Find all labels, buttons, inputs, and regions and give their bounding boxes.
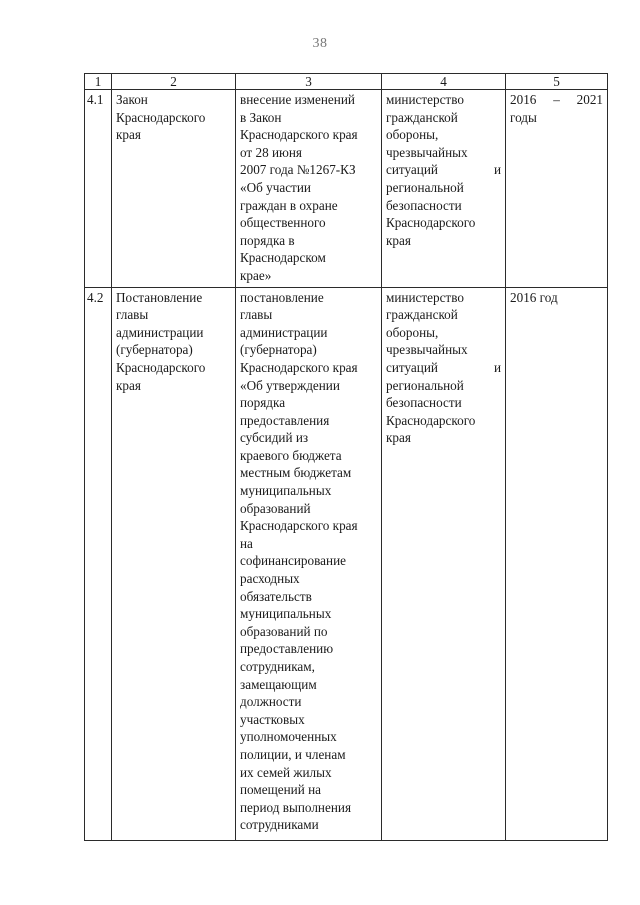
row-number: 4.1 xyxy=(85,90,112,288)
period-unit: годы xyxy=(510,109,537,125)
row-number: 4.2 xyxy=(85,287,112,840)
executor-rest: региональной безопасности Краснодарского края xyxy=(386,179,476,248)
executor-rest: региональной безопасности Краснодарского края xyxy=(386,377,476,446)
executor-line: обороны, xyxy=(386,324,439,340)
executor-line: чрезвычайных xyxy=(386,342,468,358)
executor-line: обороны, xyxy=(386,127,439,143)
table-row xyxy=(85,90,608,288)
executor-line: министерство xyxy=(386,92,464,107)
responsible-executor xyxy=(382,287,506,840)
document-content: внесение изменений в Закон Краснодарского края от 28 июня 2007 года №1267-КЗ «Об участии граждан в охране общественного порядка в Краснодарском крае» xyxy=(236,90,382,288)
period-dash: – xyxy=(553,92,560,107)
executor-line: гражданской xyxy=(386,109,458,125)
executor-line: ситуаций xyxy=(386,359,438,375)
header-cell-1: 1 xyxy=(85,74,112,90)
responsible-executor xyxy=(382,90,506,288)
implementation-period xyxy=(506,90,608,288)
period-end: 2021 xyxy=(576,92,603,107)
period-start: 2016 xyxy=(510,92,537,107)
executor-line: министерство xyxy=(386,289,464,305)
executor-line: чрезвычайных xyxy=(386,144,468,160)
executor-conjunction: и xyxy=(493,359,501,375)
executor-line: ситуаций xyxy=(386,162,438,178)
measures-table xyxy=(84,73,608,841)
executor-conjunction: и xyxy=(493,162,501,178)
table-row xyxy=(85,287,608,840)
executor-line: гражданской xyxy=(386,307,458,323)
page-number: 38 xyxy=(312,36,328,51)
header-cell-2: 2 xyxy=(112,74,236,90)
header-cell-3: 3 xyxy=(236,74,382,90)
implementation-period: 2016 год xyxy=(506,287,608,840)
document-type: Закон Краснодарского края xyxy=(112,90,236,288)
document-type: Постановление главы администрации (губернатора) Краснодарского края xyxy=(112,287,236,840)
header-cell-5: 5 xyxy=(506,74,608,90)
header-cell-4: 4 xyxy=(382,74,506,90)
document-content: постановление главы администрации (губернатора) Краснодарского края «Об утверждении порядка предоставления субсидий из краевого бюджета местным бюджетам муниципальных образований Краснодарского края на софинансирование расходных обязательств муниципальных образований по предоставлению сотрудникам, замещающим должности участковых уполномоченных полиции, и членам их семей жилых помещений на период выполнения сотрудниками xyxy=(236,287,382,840)
table-header-row xyxy=(85,74,608,90)
